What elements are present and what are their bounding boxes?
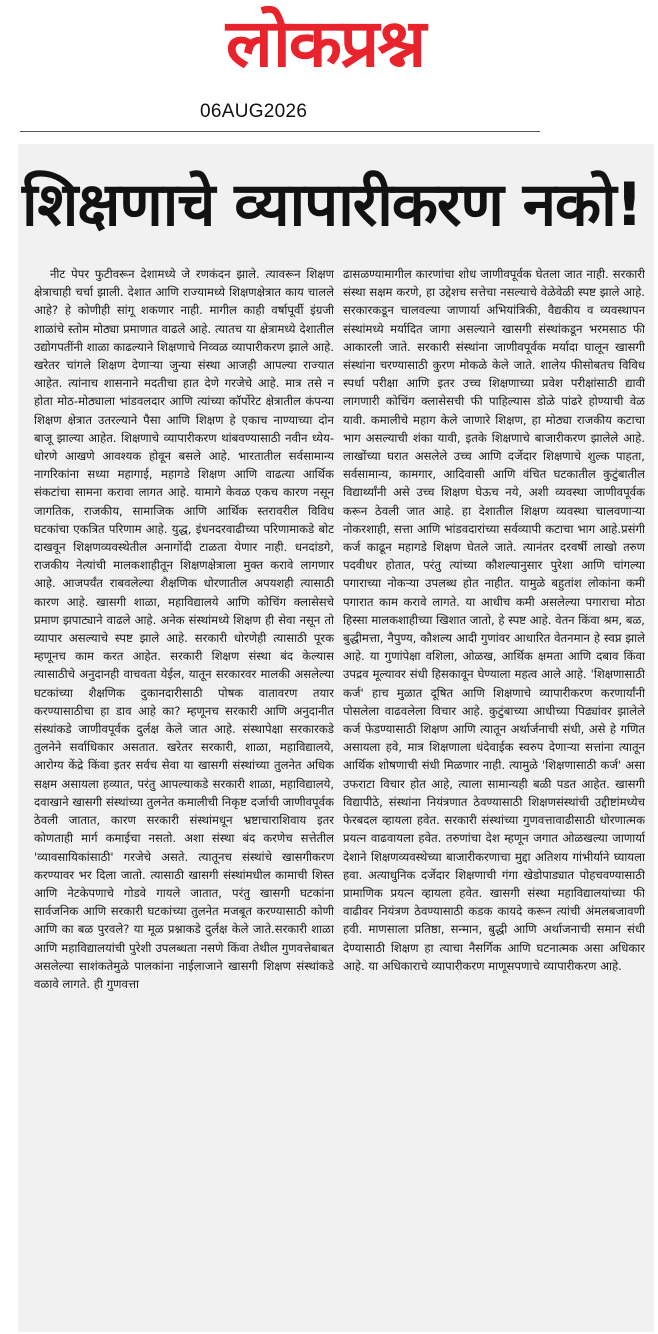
article-column-left xyxy=(34,265,334,1330)
article-body-right: ढासळण्यामागील कारणांचा शोध जाणीवपूर्वक घेतला जात नाही. सरकारी संस्था सक्षम करणे, हा उद्देशच सत्तेचा नसल्याचे वेळेवेळी स्पष्ट झाले आहे. सरकारकडून चालवल्या जाणार्या अभियांत्रिकी, वैद्यकीय व व्यवस्थापन संस्थांमध्ये मर्यादित जागा असल्याने खासगी संस्थांकडून भरमसाठ फी आकारली जाते. सरकारी संस्थांना जाणीवपूर्वक मर्यादा घालून खासगी संस्थांना चरण्यासाठी कुरण मोकळे केले जाते. शालेय फीसोबतच विविध स्पर्धा परीक्षा आणि इतर उच्च शिक्षणाच्या प्रवेश परीक्षांसाठी द्यावी लागणारी कोचिंग क्लासेसची फी पाहिल्यास डोळे पांढरे होण्याची वेळ यावी. कमालीचे महाग केले जाणारे शिक्षण, हा मोठ्या राजकीय कटाचा भाग असल्याची शंका यावी, इतके शिक्षणाचे बाजारीकरण झालेले आहे. लाखोंच्या घरात असलेले उच्च आणि दर्जेदार शिक्षणाचे शुल्क पाहता, सर्वसामान्य, कामगार, आदिवासी आणि वंचित घटकातील कुटुंबातील विद्यार्थ्यांनी असे उच्च शिक्षण घेऊच नये, अशी व्यवस्था जाणीवपूर्वक करून ठेवली जात आहे. हा देशातील शिक्षण व्यवस्था चालवणाऱ्या नोकरशाही, सत्ता आणि भांडवदारांच्या सर्वव्यापी कटाचा भाग आहे.प्रसंगी कर्ज काढून महागडे शिक्षण घेतले जाते. त्यानंतर दरवर्षी लाखो तरुण पदवीधर होतात, परंतु त्यांच्या कौशल्यानुसार पुरेशा आणि चांगल्या पगाराच्या नोकऱ्या उपलब्ध होत नाहीत. यामुळे बहुतांश लोकांना कमी पगारात काम करावे लागते. या आधीच कमी असलेल्या पगाराचा मोठा हिस्सा मालकशाहीच्या खिशात जातो, हे स्पष्ट आहे. वेतन किंवा श्रम, बळ, बुद्धीमत्ता, नैपुण्य, कौशल्य आदी गुणांवर आधारित वेतनमान हे स्वप्न झाले आहे. या गुणांपेक्षा वशिला, ओळख, आर्थिक क्षमता आणि दबाव किंवा उपद्रव मूल्यावर संधी हिसकावून घेण्याला महत्व आले आहे. 'शिक्षणासाठी कर्ज' हाच मुळात दूषित आणि शिक्षणाचे व्यापारीकरण करणार्यांनी पोसलेला वाढवलेला विचार आहे. कुटुंबाच्या आधीच्या पिढ्यांवर झालेले कर्ज फेडण्यासाठी शिक्षण आणि त्यातून अर्थार्जनाची संधी, असे हे गणित असायला हवे, मात्र शिक्षणाला धंदेवाईक स्वरुप देणाऱ्या सत्तांना त्यातून आर्थिक शोषणाची संधी मिळणार नाही. त्यामुळे 'शिक्षणासाठी कर्ज' असा उफराटा विचार होत आहे, त्याला सामान्यही बळी पडत आहेत. खासगी विद्यापीठे, संस्थांना नियंत्रणात ठेवण्यासाठी शिक्षणसंस्थांची उद्दीष्टांमध्येच फेरबदल व्हायला हवेत. सरकारी संस्थांच्या गुणवत्तावाढीसाठी धोरणात्मक प्रयत्न वाढवायला हवेत. तरुणांचा देश म्हणून जगात ओळखल्या जाणार्या देशाने शिक्षणव्यवस्थेच्या बाजारीकरणाचा मुद्दा अतिशय गांभीर्याने घ्यायला हवा. अत्याधुनिक दर्जेदार शिक्षणाची गंगा खेडोपाड्यात पोहचवण्यासाठी प्रामाणिक प्रयत्न व्हायला हवेत. खासगी संस्था महाविद्यालयांच्या फी वाढीवर नियंत्रण ठेवण्यासाठी कडक कायदे करून त्यांची अंमलबजावणी हवी. माणसाला प्रतिष्ठा, सन्मान, बुद्धी आणि अर्थाजनाची समान संधी देण्यासाठी शिक्षण हा त्याचा नैसर्गिक आणि घटनात्मक असा अधिकार आहे. या अधिकाराचे व्यापारीकरण माणूसपणाचे व्यापारीकरण आहे. xyxy=(343,267,645,973)
article-headline: शिक्षणाचे व्यापारीकरण नको! xyxy=(22,170,643,240)
masthead-logo xyxy=(175,2,475,90)
article-column-right xyxy=(343,265,645,1330)
header-divider xyxy=(20,131,540,132)
masthead-title: लोकप्रश्न xyxy=(225,5,425,82)
article-body-left: नीट पेपर फुटीवरून देशामध्ये जे रणकंदन झाले. त्यावरून शिक्षण क्षेत्राचाही चर्चा झाली. देशात आणि राज्यामध्ये शिक्षणक्षेत्रात काय चालले आहे? हे कोणीही सांगू शकणार नाही. मागील काही वर्षापूर्वी इंग्रजी शाळांचे स्तोम मोठ्या प्रमाणात वाढले आहे. त्यातच या क्षेत्रामध्ये देशातील उद्योगपतींनी शाळा काढल्याने शिक्षणाचे निव्वळ व्यापारीकरण झाले आहे. खरेतर चांगले शिक्षण देणाऱ्या जुन्या संस्था आजही आपल्या राज्यात आहेत. त्यांनाच शासनाने मदतीचा हात देणे गरजेचे आहे. मात्र तसे न होता मोठ-मोठ्याला भांडवलदार आणि त्यांच्या कॉर्पोरेट क्षेत्रातील कंपन्या शिक्षण क्षेत्रात उतरल्याने पैसा आणि शिक्षण हे एकाच नाण्याच्या दोन बाजू झाल्या आहेत. शिक्षणाचे व्यापारीकरण थांबवण्यासाठी नवीन ध्येय-धोरणे आखणे आवश्यक होवून बसले आहे. भारतातील सर्वसामान्य नागरिकांना सध्या महागाई, महागडे शिक्षण आणि वाढत्या आर्थिक संकटांचा सामना करावा लागत आहे. यामागे केवळ एकच कारण नसून जागतिक, राजकीय, सामाजिक आणि आर्थिक स्तरावरील विविध घटकांचा एकत्रित परिणाम आहे. युद्ध, इंधनदरवाढीच्या परिणामाकडे बोट दाखवून शिक्षणव्यवस्थेतील अनागोंदी टाळता येणार नाही. धनदांडगे, राजकीय नेत्यांची मालकशाहीतून शिक्षणक्षेत्राला मुक्त करावे लागणार आहे. आजपर्यंत राबवलेल्या शैक्षणिक धोरणातील अपयशही त्यासाठी कारण आहे. खासगी शाळा, महाविद्यालये आणि कोचिंग क्लासेसचे प्रमाण झपाट्याने वाढले आहे. अनेक संस्थांमध्ये शिक्षण ही सेवा नसून तो व्यापार असल्याचे स्पष्ट झाले आहे. सरकारी धोरणेही त्यासाठी पूरक म्हणूनच काम करत आहेत. सरकारी शिक्षण संस्था बंद केल्यास त्यासाठीचे अनुदानही वाचवता येईल, यातून सरकारवर मालकी असलेल्या घटकांच्या शैक्षणिक दुकानदारीसाठी पोषक वातावरण तयार करण्यासाठीचा हा डाव आहे का? म्हणूनच सरकारी आणि अनुदानीत संस्थांकडे जाणीवपूर्वक दुर्लक्ष केले जात आहे. संस्थापेक्षा सरकारकडे तुलनेने सर्वाधिकार असतात. खरेतर सरकारी, शाळा, महाविद्यालये, आरोग्य केंद्रे किंवा इतर सर्वच सेवा या खासगी संस्थांच्या तुलनेत अधिक सक्षम असायला हव्यात, परंतु आपल्याकडे सरकारी शाळा, महाविद्यालये, दवाखाने खासगी संस्थांच्या तुलनेत कमालीची निकृष्ट दर्जाची जाणीवपूर्वक ठेवली जातात, कारण सरकारी संस्थांमधून भ्रष्टाचाराशिवाय इतर कोणताही मार्ग कमाईचा नसतो. अशा संस्था बंद करणेच सत्तेतील 'व्यावसायिकांसाठी' गरजेचे असते. त्यातूनच संस्थांचे खासगीकरण करण्यावर भर दिला जातो. त्यासाठी खासगी संस्थांमधील कामाची शिस्त आणि नेटकेपणाचे गोडवे गायले जातात, परंतु खासगी घटकांना सार्वजनिक आणि सरकारी घटकांच्या तुलनेत मजबूत करण्यासाठी कोणी आणि का बळ पुरवले? या मूळ प्रश्नाकडे दुर्लक्ष केले जाते.सरकारी शाळा आणि महाविद्यालयांची पुरेशी उपलब्धता नसणे किंवा तेथील गुणवत्तेबाबत असलेल्या साशंकतेमुळे पालकांना नाईलाजाने खासगी शिक्षण संस्थांकडे वळावे लागते. ही गुणवत्ता xyxy=(34,267,334,991)
publication-date: 06AUG2026 xyxy=(200,101,308,122)
